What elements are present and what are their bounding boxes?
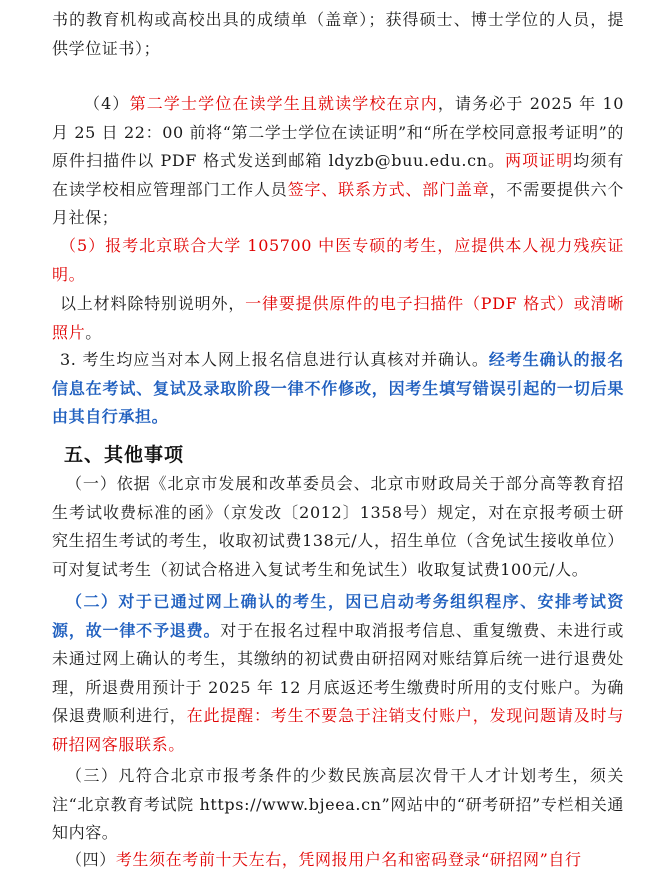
paragraph-confirm-info (52, 346, 624, 432)
paragraph-degree-certificates (52, 6, 624, 63)
text-span: ，请务必于 2025 年 10 月 25 日 22：00 前将“第二学士学位在读证明”和“所在学校同意报考证明”的原件扫描件以 PDF 格式发送到邮箱 ldyzb@buu.edu.cn。 (52, 94, 625, 170)
paragraph-other-2 (52, 588, 624, 759)
text-span: （一）依据《北京市发展和改革委员会、北京市财政局关于部分高等教育招生考试收费标准的函》（京发改〔2012〕1358号）规定，对在京报考硕士研究生招生考试的考生，收取初试费138元/人，招生单位（含免试生接收单位）可对复试考生（初试合格进入复试考生和免试生）收取复试费100元/人。 (52, 474, 624, 579)
text-span: 。 (85, 322, 102, 342)
text-span: 对于在报名过程中取消报考信息、重复缴费、未进行或未通过网上确认的考生，其缴纳的初试费由研招网对账结算后统一进行退费处理，所退费用预计于 2025 年 12 月底返还考生缴费时所用的支付账户。为确保退费顺利进行， (52, 620, 624, 725)
section-heading: 五、其他事项 (64, 444, 185, 466)
text-span: 3. 考生均应当对本人网上报名信息进行认真核对并确认。 (60, 350, 489, 369)
text-span: （四） (66, 850, 116, 869)
text-span: （5）报考北京联合大学 105700 中医专硕的考生，应提供本人视力残疾证明。 (52, 236, 624, 284)
highlight-text: 经考生确认的报名信息在考试、复试及录取阶段一律不作修改，因考生填写错误引起的一切后果由其自行承担。 (52, 350, 624, 426)
text-span: 均须有在读学校相应管理部门工作人员 (52, 151, 624, 199)
highlight-text: 对于已通过网上确认的考生，因已启动考务组织程序、安排考试资源，故一律不予退费。 (52, 592, 624, 640)
text-span: （4） (84, 94, 130, 113)
highlight-text: 两项证明 (505, 151, 574, 170)
text-span: 以上材料除特别说明外， (60, 294, 246, 313)
highlight-text: （二） (66, 592, 119, 611)
highlight-text: 第二学士学位在读学生且就读学校在京内 (129, 94, 438, 113)
highlight-text: 签字、联系方式、部门盖章 (287, 179, 490, 199)
highlight-text: 考生须在考前十天左右，凭网报用户名和密码登录“研招网”自行 (115, 850, 582, 869)
text-span: （三）凡符合北京市报考条件的少数民族高层次骨干人才计划考生，须关注“北京教育考试院 https://www.bjeea.cn”网站中的“研考研招”专栏相关通知内容。 (52, 766, 624, 842)
paragraph-other-4 (52, 846, 624, 875)
paragraph-other-3 (52, 762, 624, 848)
paragraph-item-4 (52, 90, 624, 233)
highlight-text: 在此提醒：考生不要急于注销支付账户，发现问题请及时与研招网客服联系。 (52, 706, 624, 754)
paragraph-item-5 (52, 232, 624, 289)
highlight-text: 一律要提供原件的电子扫描件（PDF 格式）或清晰照片 (52, 294, 624, 342)
text-span: 书的教育机构或高校出具的成绩单（盖章）；获得硕士、博士学位的人员，提供学位证书）； (52, 10, 624, 58)
text-span: ，不需要提供六个月社保； (52, 179, 625, 227)
paragraph-materials-note (52, 290, 624, 347)
paragraph-other-1 (52, 470, 624, 584)
